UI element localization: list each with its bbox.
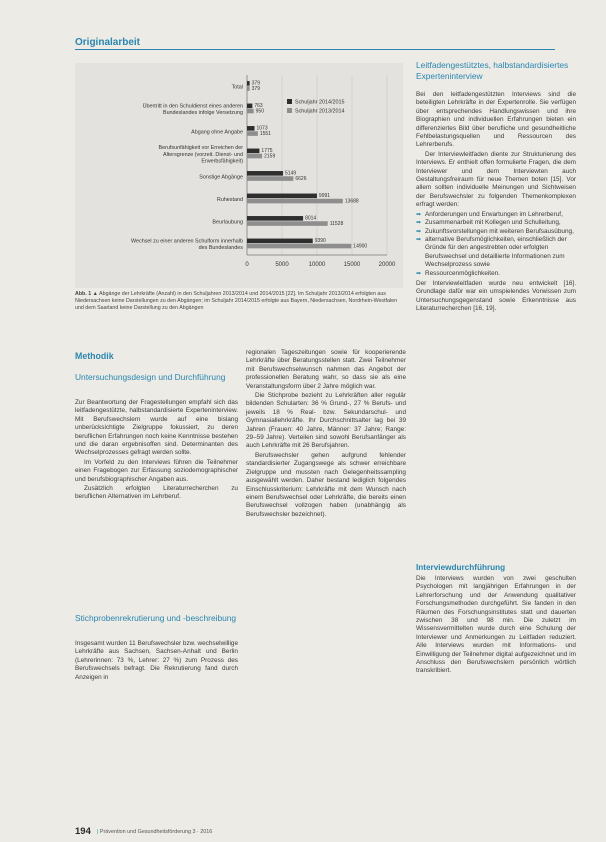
- caption-lead: Abb. 1 ▲: [75, 291, 98, 297]
- bar: [247, 86, 250, 91]
- arrow-icon: ➡: [416, 228, 422, 235]
- data-label: 11528: [329, 220, 344, 227]
- bar: [247, 126, 255, 131]
- paragraph: regionalen Tageszeitungen sowie für kooperierende Lehrkräfte über Beratungsstellen statt. Zwei Teilnehmer mit Berufswechselwunsch nahmen das Angebot der professionellen Beratung wahr, so dass sie als eine Veranstaltungsform über 2 Jahre möglich war.: [246, 349, 406, 390]
- bar: [247, 149, 259, 154]
- data-label: 1073: [256, 125, 268, 132]
- bar: [247, 221, 328, 226]
- data-label: 1551: [259, 130, 271, 137]
- paragraph: Zur Beantwortung der Fragestellungen empfahl sich das leitfadengestützte, halbstandardisierte Experteninterview. Mit Berufswechslern wurde auf eine bislang unberücksichtigte Zielgruppe fokussiert, zu deren beruflichen Erfahrungen noch keine Kenntnisse bestehen und die daran ergebnisoffen sind. Determinanten des Wechselprozesses gefragt werden sollte.: [75, 399, 238, 457]
- column-3-text: [416, 91, 576, 315]
- category-label: Berufsunfähigkeit vor Erreichen der: [158, 145, 243, 152]
- arrow-icon: ➡: [416, 270, 422, 277]
- data-label: 950: [255, 108, 264, 115]
- data-label: 13688: [344, 198, 359, 205]
- bar: [247, 109, 254, 114]
- list-item: ➡ Ressourcenmöglichkeiten.: [416, 269, 500, 277]
- data-label: 6626: [295, 175, 307, 182]
- bar: [247, 81, 250, 86]
- topic-list: [416, 211, 576, 278]
- legend-swatch: [287, 99, 292, 104]
- column-3b-text: [416, 575, 576, 677]
- arrow-icon: ➡: [416, 220, 422, 227]
- arrow-icon: ➡: [416, 236, 422, 243]
- x-tick-label: 0: [245, 262, 249, 268]
- x-tick-label: 20000: [378, 262, 396, 268]
- category-label: des Bundeslandes: [198, 245, 243, 252]
- paragraph: Der Interviewleitfaden wurde neu entwickelt [16]. Grundlage dafür war ein umspielendes Vorwissen zum Untersuchungsgegenstand sowie Erkenntnisse aus Literaturrecherchen [16, 19].: [416, 279, 576, 313]
- paragraph: Berufswechsler gehen aufgrund fehlender standardisierter Zugangswege als schwer erreichbare Zielgruppe und mussten nach Gelegenheitssampling ausgewählt werden. Daher bestand lediglich folgendes Einschlusskriterium: Lehrkräfte mit dem Wunsch nach einem Berufswechsel oder Lehrkräfte, die bereits einen Berufswechsel vollzogen haben (unabhängig als Berufswechsler bezeichnet).: [246, 451, 406, 518]
- sample-subheading: Stichprobenrekrutierung und -beschreibung: [75, 613, 237, 623]
- data-label: 9390: [314, 238, 326, 245]
- paragraph: Die Interviews wurden von zwei geschulten Psychologen mit langjährigen Erfahrungen in der Lehrerforschung und der Anwendung qualitativer Forschungsmethoden durchgeführt. Sie fanden in den Räumen des Forschungsinstitutes statt und dauerten zwischen 38 und 98 min. Die zuletzt im Wissensvermittelten wurde durch eine Schulung der Interviewer und Anmerkungen zu Leitfaden reduziert. Alle Interviews wurden mit Informations- und Einwilligung der Teilnehmer digital aufgezeichnet und im Anschluss den Berufswechslern persönlich wörtlich transkribiert.: [416, 575, 576, 675]
- paragraph: Die Stichprobe bezieht zu Lehrkräften aller regulär bildenden Schularten: 36 % Grund-, 27 % Berufs- und jeweils 18 % Real- bzw. Sekundarschul- und Gymnasiallehrkräfte. Ihr Durchschnittsalter lag bei 39 Jahren (Frauen: 40 Jahre, Männer: 37 Jahre; Range: 29–59 Jahre). Verteilen sind sowohl Berufsanfänger als auch Lehrkräfte mit 26 Berufsjahren.: [246, 392, 406, 450]
- data-label: 14900: [353, 243, 368, 250]
- figure-caption: [75, 291, 405, 312]
- data-label: 2159: [264, 153, 276, 160]
- x-tick-label: 15000: [343, 262, 361, 268]
- category-label: Ruhestand: [216, 196, 243, 203]
- methodik-heading: Methodik: [75, 351, 114, 361]
- bar: [247, 244, 351, 249]
- category-label: Wechsel zu einer anderen Schulform innerhalb: [131, 238, 243, 245]
- arrow-icon: ➡: [416, 211, 422, 218]
- bar: [247, 216, 303, 221]
- section-label: Originalarbeit: [75, 37, 141, 48]
- legend-label: Schuljahr 2013/2014: [295, 108, 345, 115]
- data-label: 8014: [305, 215, 317, 222]
- paragraph: Insgesamt wurden 11 Berufswechsler bzw. wechselwillige Lehrkräfte aus Sachsen, Sachsen-Anhalt und Berlin (Lehrerinnen: 73 %, Lehrer: 27 %) zum Prozess des Berufswechsels befragt. Die Rekrutierung fand durch Anzeigen in: [75, 640, 238, 681]
- bar: [247, 131, 258, 136]
- journal-footer: | Prävention und Gesundheitsförderung 3 · 2016: [97, 829, 213, 835]
- data-label: 379: [251, 80, 260, 87]
- durchfuehrung-heading: Interviewdurchführung: [416, 563, 506, 572]
- list-item: ➡ Anforderungen und Erwartungen im Lehrerberuf,: [416, 210, 563, 218]
- paragraph: Der Interviewleitfaden diente zur Strukturierung des Interviews. Er enthielt offen formulierte Fragen, die dem Interviewer und dem Interviewten auch Gestaltungsfreiraum für neue Themen boten [15]. Vor allem sollten individuelle Meinungen und Sichtweisen der Berufswechsler zu folgenden Themenkomplexen erfragt werden:: [416, 150, 576, 209]
- bar: [247, 171, 283, 176]
- bar: [247, 176, 293, 181]
- data-label: 763: [254, 103, 263, 110]
- footer-separator: |: [97, 829, 99, 835]
- category-label: Altersgrenze (vorzeit. Dienst- und: [163, 151, 243, 158]
- legend-swatch: [287, 108, 292, 113]
- caption-text: Abgänge der Lehrkräfte (Anzahl) in den Schuljahren 2013/2014 und 2014/2015 [22]. Im Schuljahr 2013/2014 erfolgten aus Niedersachsen keine Darstellungen zu den Abgängen; im Schuljahr 2014/2015 erfolgte aus Bayern, Niedersachsen, Nordrhein-Westfalen und dem Saarland keine Darstellung zu den Abgängen: [75, 291, 398, 311]
- bar: [247, 194, 317, 199]
- page-number: 194: [75, 826, 91, 837]
- column-1b-text: [75, 640, 238, 683]
- x-tick-label: 5000: [275, 262, 289, 268]
- bar: [247, 104, 252, 109]
- x-tick-label: 10000: [308, 262, 326, 268]
- category-label: Total: [231, 84, 243, 91]
- list-item: ➡ alternative Berufsmöglichkeiten, einschließlich der Gründe für den angestrebten oder erfolgten Berufswechsel und detaillierte Informationen zum Wechselprozess sowie: [416, 235, 567, 269]
- list-item: ➡ Zusammenarbeit mit Kollegen und Schulleitung,: [416, 219, 561, 227]
- list-item: ➡ Zukunftsvorstellungen mit weiteren Berufsausübung,: [416, 227, 574, 235]
- category-label: Sonstige Abgänge: [199, 174, 243, 181]
- category-label: Beurlaubung: [212, 219, 243, 226]
- header-rule: [75, 49, 555, 50]
- paragraph: Bei den leitfadengestützten Interviews sind die beteiligten Lehrkräfte in der Expertenrolle. Sie verfügen über entsprechendes Handlungswissen und ihre Biographien und individuellen Erfahrungen bieten ein differenziertes Bild über berufliche und gesundheitliche Fehlbelastungsquellen und Ressourcen des Lehrerberufs.: [416, 91, 576, 149]
- figure: [75, 63, 403, 288]
- bar: [247, 199, 343, 204]
- paragraph: Im Vorfeld zu den Interviews führen die Teilnehmer einen Fragebogen zur Erfassung soziodemographischer und berufsbiographischer Angaben aus.: [75, 458, 238, 483]
- bar-chart: [75, 63, 403, 288]
- data-label: 9991: [318, 193, 331, 200]
- data-label: 5149: [285, 170, 297, 177]
- paragraph: Zusätzlich erfolgten Literaturrecherchen zu beruflichen Alternativen im Lehrberuf.: [75, 485, 238, 501]
- column-1-text: [75, 399, 238, 503]
- bar: [247, 154, 262, 159]
- data-label: 1775: [261, 148, 273, 155]
- interview-heading: Leitfadengestütztes, halbstandardisiertes Experteninterview: [416, 60, 569, 81]
- design-subheading: Untersuchungsdesign und Durchführung: [75, 372, 226, 382]
- bar: [247, 239, 313, 244]
- category-label: Bundeslandes infolge Versetzung: [162, 110, 243, 117]
- category-label: Übertritt in den Schuldienst eines anderen: [142, 103, 243, 110]
- category-label: Erwerbsfähigkeit): [201, 158, 243, 165]
- data-label: 379: [251, 85, 260, 92]
- column-2-text: [246, 349, 406, 520]
- category-label: Abgang ohne Angabe: [191, 129, 243, 136]
- legend-label: Schuljahr 2014/2015: [295, 99, 345, 106]
